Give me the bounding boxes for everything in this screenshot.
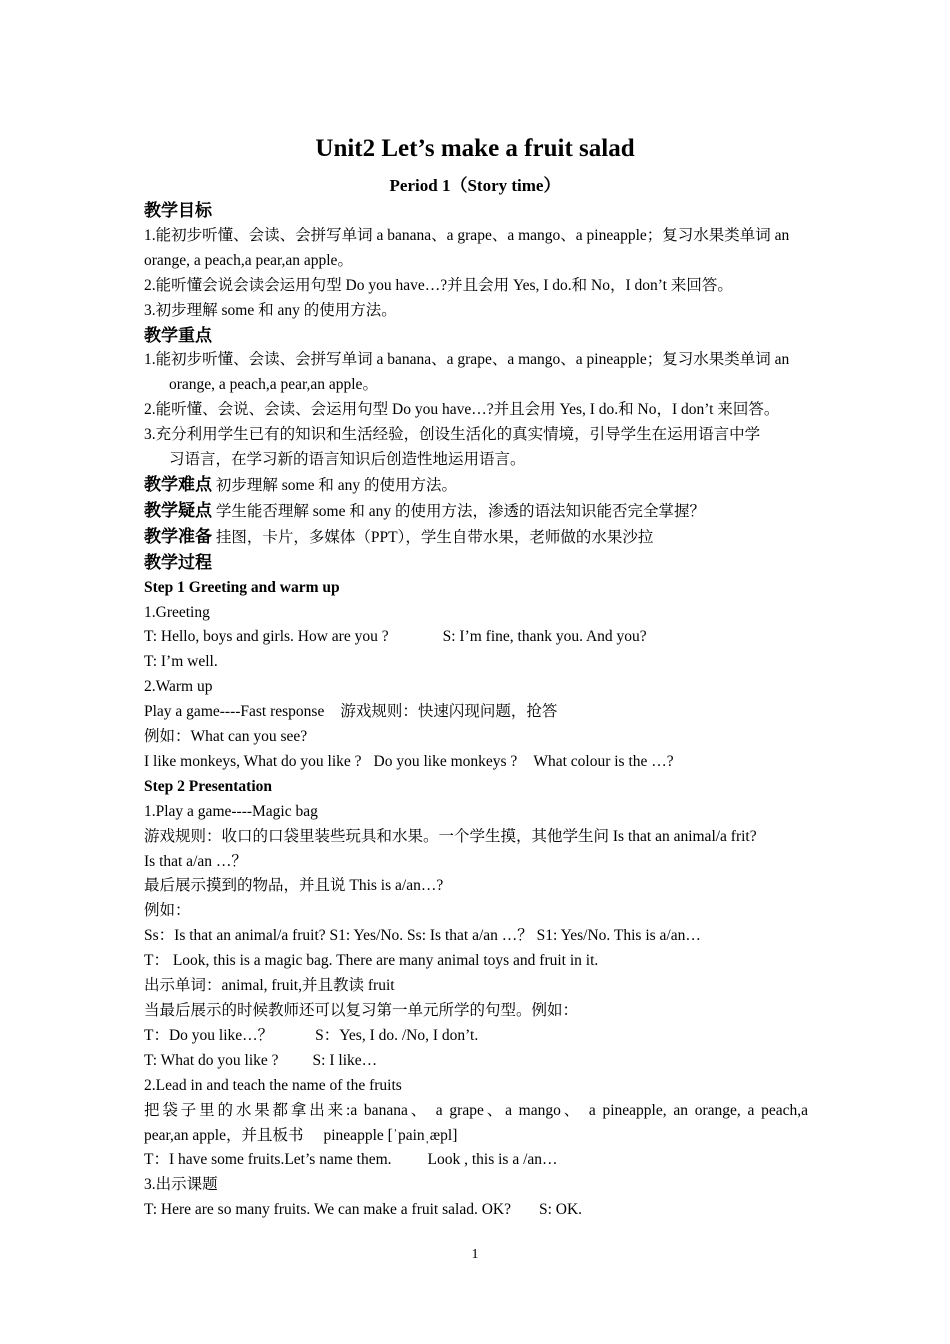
- step2-what-dialogue: [144, 1049, 808, 1074]
- teacher-look: Look , this is a /an…: [427, 1151, 558, 1169]
- teacher-like: T：Do you like…？: [144, 1026, 274, 1044]
- step2-salad-dialogue: [144, 1198, 808, 1223]
- student-like: S：Yes, I do. /No, I don’t.: [315, 1026, 479, 1044]
- student-what: S: I like…: [312, 1051, 378, 1069]
- teacher-what: T: What do you like ?: [144, 1051, 279, 1069]
- step2-example-label: 例如：: [144, 902, 191, 920]
- objective-3: 3.初步理解 some 和 any 的使用方法。: [144, 301, 397, 319]
- key-point-1-line-2: orange, a peach,a pear,an apple。: [169, 376, 378, 394]
- key-point-2: 2.能听懂、会说、会读、会运用句型 Do you have…?并且会用 Yes, I do.和 No，I don’t 来回答。: [144, 401, 780, 419]
- warmup-question-3: What colour is the …?: [533, 752, 674, 770]
- step2-topic-label: 3.出示课题: [144, 1176, 218, 1194]
- step2-lead-in: 2.Lead in and teach the name of the fruits: [144, 1076, 402, 1094]
- student-ok: S: OK.: [538, 1201, 583, 1219]
- step1-warmup-label: 2.Warm up: [144, 678, 213, 696]
- pineapple-phonetic: pineapple [ˈpainˌæpl]: [323, 1126, 458, 1144]
- teacher-greeting: T: Hello, boys and girls. How are you ?: [144, 628, 389, 646]
- page-number: 1: [471, 1247, 479, 1262]
- warmup-game-row: [144, 700, 808, 725]
- student-greeting: S: I’m fine, thank you. And you?: [442, 628, 647, 646]
- page-title: Unit2 Let’s make a fruit salad: [315, 135, 635, 162]
- preparation-text: 挂图，卡片，多媒体（PPT），学生自带水果，老师做的水果沙拉: [215, 528, 654, 546]
- key-point-3-line-2: 习语言，在学习新的语言知识后创造性地运用语言。: [169, 451, 526, 469]
- objective-2: 2.能听懂会说会读会运用句型 Do you have…?并且会用 Yes, I do.和 No，I don’t 来回答。: [144, 276, 733, 294]
- step2-dialogue-1: Ss：Is that an animal/a fruit? S1: Yes/No. Ss: Is that a/an …？ S1: Yes/No. This is a/an…: [144, 927, 701, 945]
- step2-fruits-line-2: [144, 1124, 808, 1149]
- page-subtitle: Period 1（Story time）: [389, 176, 561, 195]
- warmup-game: Play a game----Fast response: [144, 703, 325, 721]
- step2-fruits-line-1: 把袋子里的水果都拿出来:a banana、 a grape、a mango、 a pineapple, an orange, a peach,a: [144, 1101, 808, 1119]
- key-points-heading: 教学重点: [144, 325, 212, 346]
- teacher-salad: T: Here are so many fruits. We can make a fruit salad. OK?: [144, 1201, 511, 1219]
- key-point-3-line-1: 3.充分利用学生已有的知识和生活经验，创设生活化的真实情境，引导学生在运用语言中学: [144, 426, 761, 444]
- step2-title: Step 2 Presentation: [144, 777, 273, 795]
- difficulty-text: 初步理解 some 和 any 的使用方法。: [215, 476, 457, 494]
- fruits-board: pear,an apple，并且板书: [144, 1126, 304, 1144]
- doubts-heading: 教学疑点: [144, 500, 212, 521]
- step2-words: 出示单词：animal, fruit,并且教读 fruit: [144, 977, 395, 995]
- step2-rule-line-2: Is that a/an …？: [144, 852, 247, 870]
- step1-title: Step 1 Greeting and warm up: [144, 578, 340, 596]
- step2-rule-line-3: 最后展示摸到的物品，并且说 This is a/an…?: [144, 877, 444, 895]
- warmup-game-rule: 游戏规则：快速闪现问题，抢答: [340, 703, 558, 721]
- warmup-question-1: I like monkeys, What do you like ?: [144, 752, 362, 770]
- doubts-row: [144, 499, 808, 525]
- teacher-fruits: T：I have some fruits.Let’s name them.: [144, 1151, 392, 1169]
- warmup-example: 例如：What can you see?: [144, 728, 308, 746]
- objective-1-line-1: 1.能初步听懂、会读、会拼写单词 a banana、a grape、a mango、a pineapple；复习水果类单词 an: [144, 226, 790, 244]
- step1-greeting-dialogue: [144, 625, 808, 650]
- difficulty-heading: 教学难点: [144, 474, 212, 495]
- warmup-questions: [144, 750, 808, 775]
- document-body: [144, 199, 808, 1223]
- objectives-heading: 教学目标: [144, 201, 212, 221]
- step2-rule-line-1: 游戏规则：收口的口袋里装些玩具和水果。一个学生摸，其他学生问 Is that an animal/a frit?: [144, 827, 757, 845]
- key-point-1-line-1: 1.能初步听懂、会读、会拼写单词 a banana、a grape、a mango、a pineapple；复习水果类单词 an: [144, 351, 790, 369]
- step2-game-label: 1.Play a game----Magic bag: [144, 802, 318, 820]
- step1-greeting-label: 1.Greeting: [144, 603, 210, 621]
- process-heading: 教学过程: [144, 552, 212, 573]
- step2-review: 当最后展示的时候教师还可以复习第一单元所学的句型。例如：: [144, 1002, 579, 1019]
- step2-fruits-dialogue: [144, 1148, 808, 1173]
- objective-1-line-2: orange, a peach,a pear,an apple。: [144, 251, 353, 269]
- teacher-well: T: I’m well.: [144, 653, 218, 671]
- preparation-row: [144, 525, 808, 551]
- doubts-text: 学生能否理解 some 和 any 的使用方法，渗透的语法知识能否完全掌握？: [215, 502, 705, 520]
- difficulty-row: [144, 473, 808, 499]
- step2-like-dialogue: [144, 1024, 808, 1049]
- preparation-heading: 教学准备: [144, 526, 212, 547]
- step2-dialogue-2: T： Look, this is a magic bag. There are many animal toys and fruit in it.: [144, 952, 599, 970]
- warmup-question-2: Do you like monkeys ?: [373, 752, 518, 770]
